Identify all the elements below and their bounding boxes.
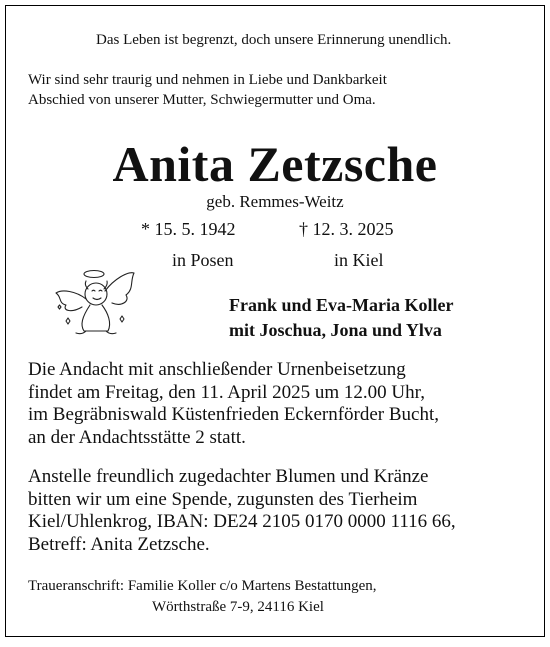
death-date: † 12. 3. 2025 [299,219,394,239]
mourning-address-line-1: Traueranschrift: Familie Koller c/o Martens Bestattungen, [28,578,377,594]
service-line-4: an der Andachtsstätte 2 statt. [28,426,246,448]
intro-text [28,70,387,110]
intro-line-1: Wir sind sehr traurig und nehmen in Liebe und Dankbarkeit [28,72,387,88]
service-details [28,359,439,449]
intro-line-2: Abschied von unserer Mutter, Schwiegermutter und Oma. [28,92,376,108]
birth-place: in Posen [172,250,234,270]
death-place: in Kiel [334,250,384,270]
family-names [229,293,454,343]
deceased-name: Anita Zetzsche [112,136,438,192]
service-line-3: im Begräbniswald Küstenfrieden Eckernförder Bucht, [28,404,440,425]
donation-line-4: Betreff: Anita Zetzsche. [28,533,210,555]
service-line-1: Die Andacht mit anschließender Urnenbeisetzung [28,359,406,380]
motto-text: Das Leben ist begrenzt, doch unsere Erinnerung unendlich. [96,32,452,48]
mourning-address-line-2: Wörthstraße 7-9, 24116 Kiel [152,599,324,615]
donation-line-2: bitten wir um eine Spende, zugunsten des Tierheim [28,488,418,510]
obituary-notice [5,5,545,637]
family-line-2: mit Joschua, Jona und Ylva [229,320,442,340]
birth-date: * 15. 5. 1942 [141,219,236,239]
family-line-1: Frank und Eva-Maria Koller [229,295,454,315]
angel-icon [50,261,140,339]
maiden-name: geb. Remmes-Weitz [206,192,344,211]
donation-line-1: Anstelle freundlich zugedachter Blumen und Kränze [28,466,429,487]
donation-line-3: Kiel/Uhlenkrog, IBAN: DE24 2105 0170 0000 1116 66, [28,511,456,532]
service-line-2: findet am Freitag, den 11. April 2025 um 12.00 Uhr, [28,381,425,403]
donation-request [28,466,456,556]
